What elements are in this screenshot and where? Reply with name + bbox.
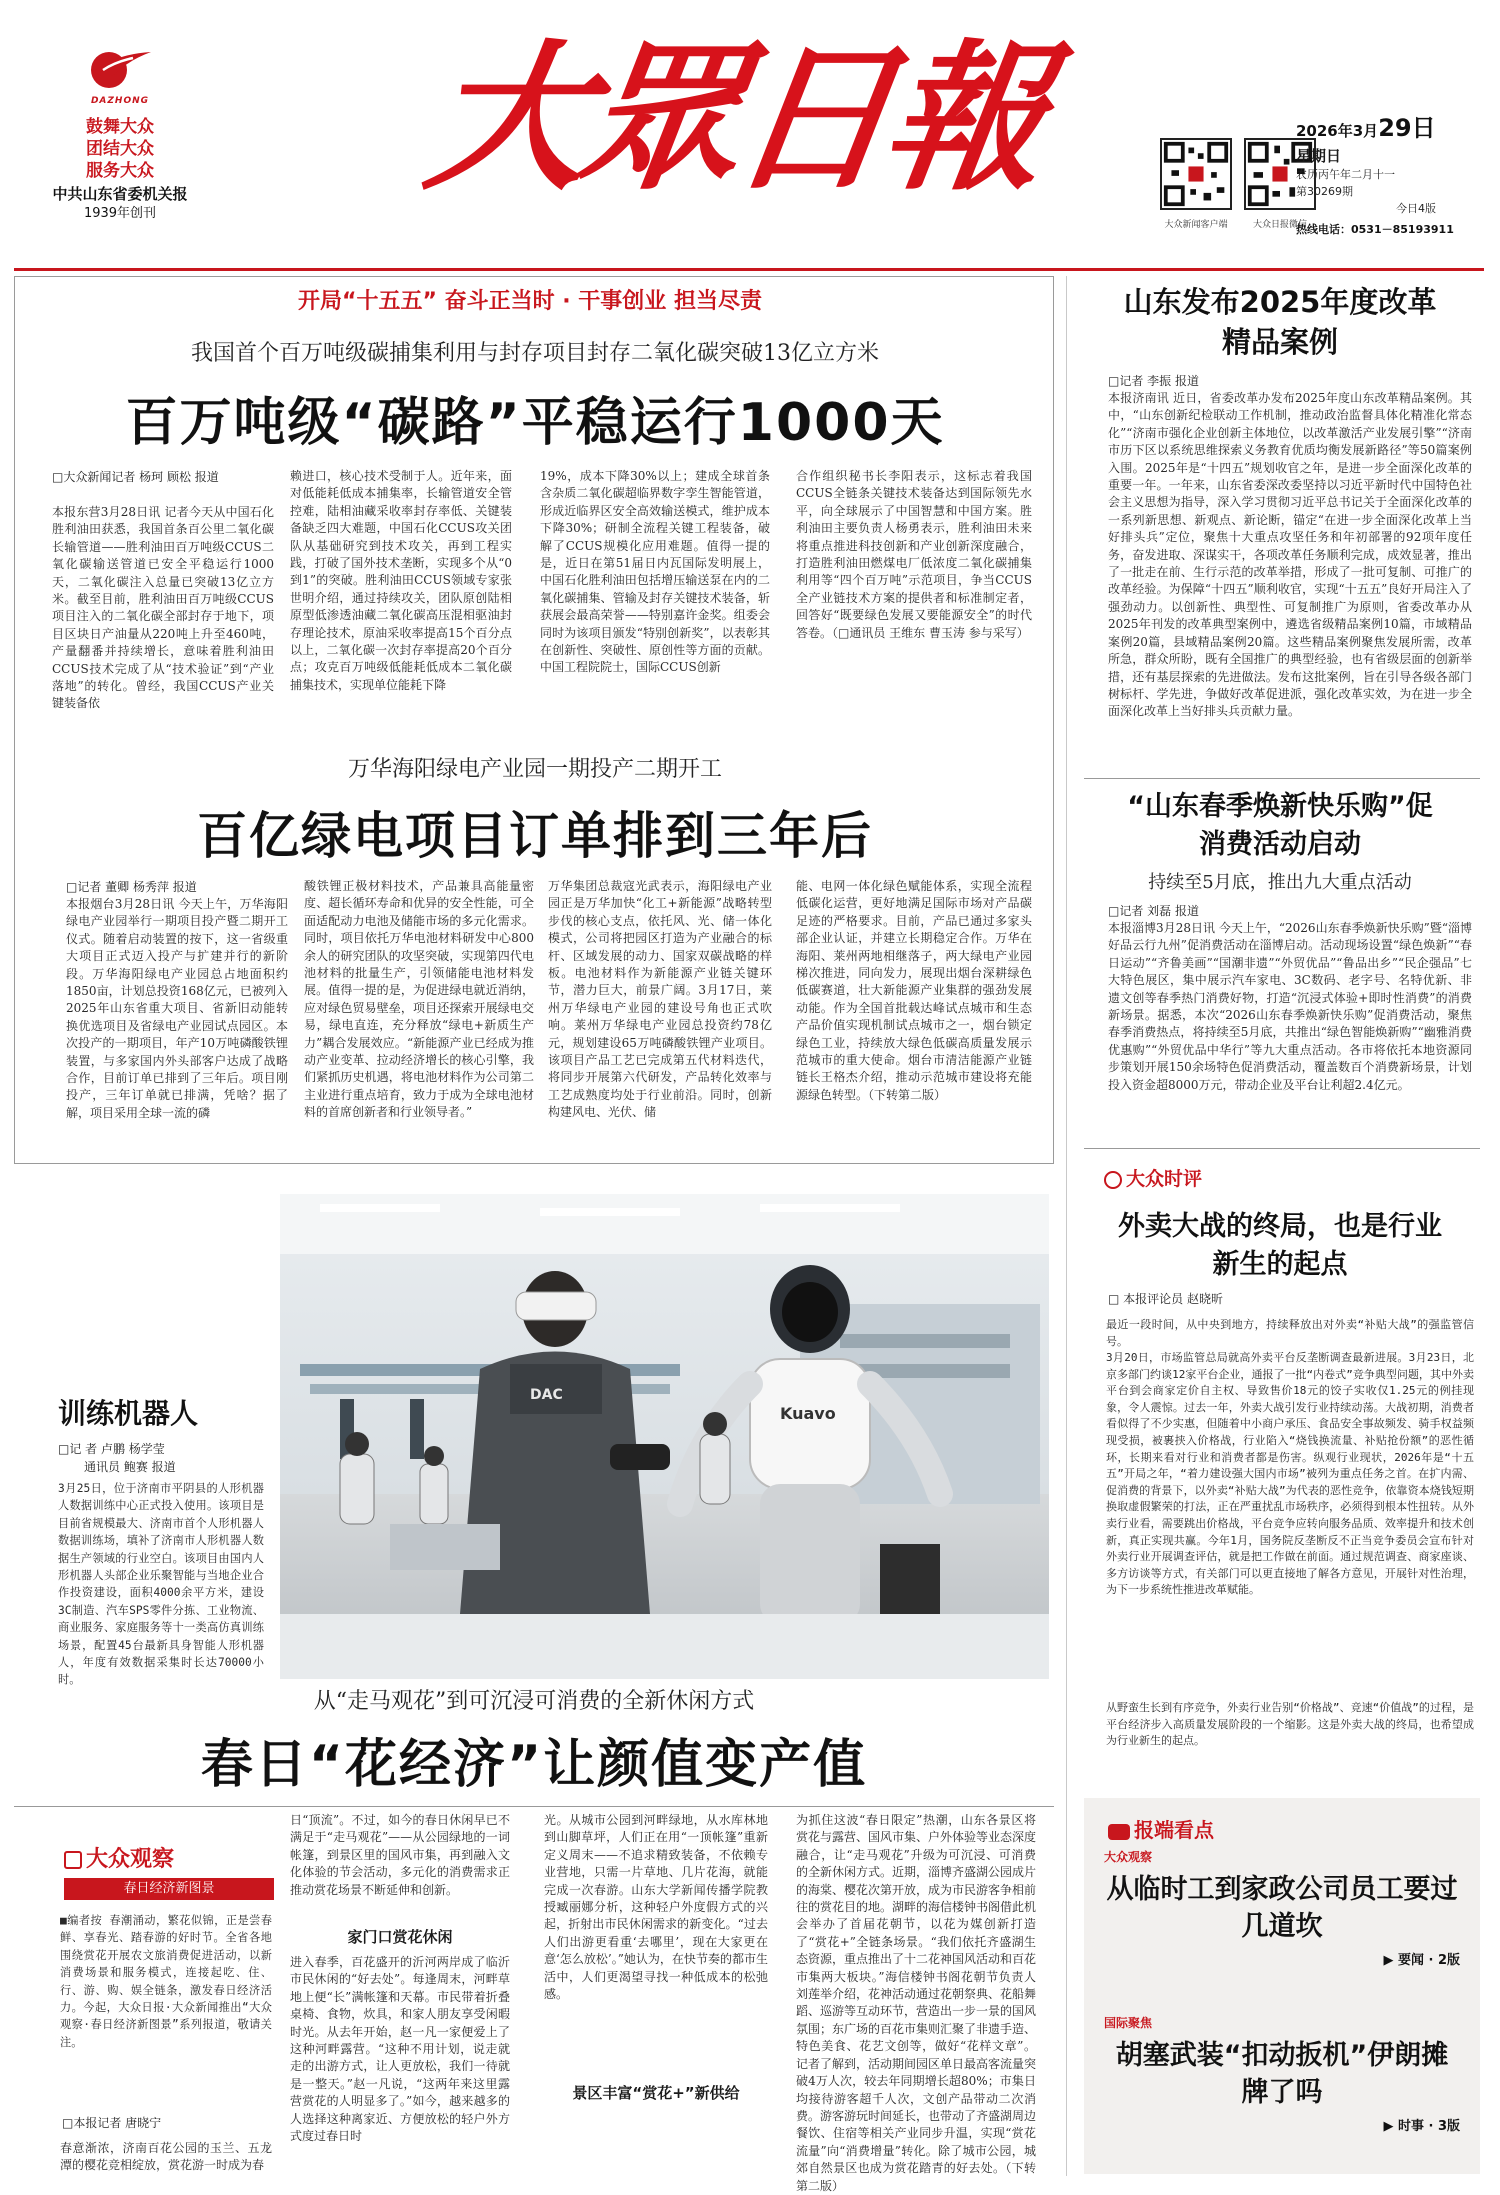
story2-col-4: 能、电网一体化绿色赋能体系，实现全流程低碳化运营，更好地满足国际市场对产品碳足迹的严格要求。目前，产品已通过多家头部企业认证，并建立长期稳定合作。万华在海阳、莱州两地相继落子，两大绿电产业园梯次推进，同向发力，展现出烟台深耕绿色低碳赛道，壮大新能源产业集群的强劲发展动能。作为全国首批载达峰试点城市和生态产品价值实现机制试点城市之一，烟台锁定绿色工业，持续放大绿色低碳高质量发展示范城市的重大使命。烟台市清洁能源产业链链长王格杰介绍，推动示范城市建设将充能源绿色转型。（下转第二版） bbox=[796, 879, 1032, 1102]
logo-english: DAZHONG bbox=[90, 96, 150, 106]
photo-mark-dac: DAC bbox=[530, 1387, 563, 1403]
date-day: 29日 bbox=[1378, 114, 1436, 142]
digest-logo-icon bbox=[1108, 1824, 1130, 1840]
reform-body: 本报济南讯 近日，省委改革办发布2025年度山东改革精品案例。其中，“山东创新纪检联动工作机制，推动政治监督具体化精准化常态化”“济南市强化企业创新主体地位，以改革激活产业发展引擎”“济南市历下区以系统思维探索义务教育优质均衡发展新路径”等50篇案例入围。2025年是“十四五”规划收官之年，是进一步全面深化改革的重要一年。一年来，山东省委深改委坚持以习近平新时代中国特色社会主义思想为指导，深入学习贯彻习近平总书记关于全面深化改革的一系列新思想、新观点、新论断，锚定“在进一步全面深化改革上当好排头兵”定位，聚焦十大重点攻坚任务和年初部署的92项年度任务，奋发进取、深谋实干，各项改革任务顺利完成，成效显著，推出了一批走在前、生行示范的改革举措，形成了一批可复制、可推广的改革经验。为保障“十四五”顺利收官，实现“十五五”良好开局注入了强劲动力。以创新性、典型性、可复制推广为原则，省委改革办从2025年刊发的改革典型案例中，遴选省级精品案例10篇，市域精品案例20篇，县域精品案例20篇。这些精品案例聚焦发展所需，改革所急，群众所盼，既有全国推广的典型经验，也有省级层面的创新举措，还有基层探索的先进做法。发布这批案例，旨在引导各级各部门树标杆、学先进，争做好改革促进派，强化改革实效，为在进一步全面深化改革上当好排头兵贡献力量。 bbox=[1108, 391, 1472, 719]
flower-section1: 家门口赏花休闲 bbox=[347, 1928, 453, 1946]
hotline: 热线电话：0531－85193911 bbox=[1296, 223, 1454, 236]
comment-body: 3月20日，市场监管总局就高外卖平台反垄断调查最新进展。3月23日，北京多部门约谈12家平台企业，通报了一批“内卷式”竞争典型问题，其中外卖平台到会商家定价自主权、导致售价18元的饺子实收仅1.25元的例挂现象，令人震惊。过去一年，外卖大战引发行业持续动荡。大战初期，消费者看似得了不少实惠，但随着中小商户承压、食品安全事故频发、骑手权益频现受损，被裹挟入价格战，行业陷入“烧钱换流量、补贴抢份额”的恶性循环，长期来看对行业和消费者都是伤害。纵观行业现状，2026年是“十五五”开局之年，“着力建设强大国内市场”被列为重点任务之首。在扩内需、促消费的背景下，以外卖“补贴大战”为代表的恶性竞争，依靠资本烧钱短期换取虚假繁荣的打法，正在严重扰乱市场秩序，必须得到根本性扭转。从外卖行业看，需要跳出价格战，平台竞争应转向服务品质、效率提升和技术创新，真正实现共赢。今年1月，国务院反垄断反不正当竞争委员会宣布针对外卖行业开展调查评估，就是把工作做在前面。通过规范调查、商家座谈、多方访谈等方式，有关部门可以更直接地了解各方意见，开展针对性治理，为下一步系统性推进改革赋能。 bbox=[1106, 1351, 1474, 1597]
flower-intro: 春意渐浓，济南百花公园的玉兰、五龙潭的樱花竞相绽放，赏花游一时成为春 bbox=[60, 2141, 272, 2173]
founded-label: 1939年创刊 bbox=[83, 206, 157, 221]
page-count: 今日4版 bbox=[1396, 202, 1436, 215]
flower-headline: 春日“花经济”让颜值变产值 bbox=[200, 1735, 868, 1795]
robot-body: 3月25日，位于济南市平阴县的人形机器人数据训练中心正式投入使用。该项目是目前省规模最大、济南市首个人形机器人数据训练场，填补了济南市人形机器人数据生产领域的行业空白。该项目由国内人形机器人头部企业乐聚智能与当地企业合作投资建设，面积4000余平方米，建设3C制造、汽车SPS零件分拣、工业物流、商业服务、家庭服务等十一类高仿真训练场景，配置45台最新具身智能人形机器人，年度有效数据采集时长达70000小时。 bbox=[58, 1482, 264, 1687]
lead-col-2: 赖进口，核心技术受制于人。近年来，面对低能耗低成本捕集率，长输管道安全管控难，陆相油藏采收率封存率低、关键装备缺乏四大难题，中国石化CCUS攻关团队从基础研究到技术攻关，再到工程实践，打破了国外技术垄断，实现多个从“0到1”的突破。胜利油田CCUS领域专家张世明介绍，通过持续攻关，团队原创陆相原型低渗透油藏二氧化碳高压混相驱油封存理论技术，原油采收率提高15个百分点以上，二氧化碳一次封存率提高20个百分点；攻克百万吨级低能耗低成本二氧化碳捕集技术，实现单位能耗下降 bbox=[290, 469, 512, 692]
slogan-2: 团结大众 bbox=[86, 139, 154, 159]
reform-headline: 山东发布2025年度改革精品案例 bbox=[1123, 285, 1437, 359]
robot-training-photo bbox=[280, 1194, 1049, 1679]
robot-photo-image bbox=[280, 1194, 1049, 1679]
spring-article bbox=[1078, 788, 1482, 1108]
lead-subhead: 我国首个百万吨级碳捕集利用与封存项目封存二氧化碳突破13亿立方米 bbox=[191, 341, 879, 366]
editor-note: ■编者按 春潮涌动，繁花似锦，正是尝春鲜、享春光、踏春游的好时节。全省各地围绕赏花开展农文旅消费促进活动，以新消费场景和服务模式，连接起吃、住、行、游、购、娱全链条，激发春日经济活力。今起，大众日报·大众新闻推出“大众观察·春日经济新图景”系列报道，敬请关注。 bbox=[60, 1914, 272, 2049]
robot-mark-kuavo: Kuavo bbox=[780, 1404, 836, 1423]
reform-byline: □记者 李振 报道 bbox=[1108, 374, 1199, 388]
spring-subhead: 持续至5月底，推出九大重点活动 bbox=[1148, 872, 1412, 893]
masthead-title-text: 大眾日報 bbox=[416, 24, 1052, 212]
story2-subhead: 万华海阳绿电产业园一期投产二期开工 bbox=[347, 757, 722, 782]
issue-number: 第30269期 bbox=[1296, 185, 1353, 198]
masthead-title bbox=[416, 18, 1120, 223]
reform-article bbox=[1078, 282, 1482, 758]
slogan-1: 鼓舞大众 bbox=[86, 117, 154, 137]
qr-code-icon bbox=[1160, 138, 1232, 210]
flower-subhead: 从“走马观花”到可沉浸可消费的全新休闲方式 bbox=[313, 1689, 755, 1714]
lead-headline: 百万吨级“碳路”平稳运行1000天 bbox=[125, 393, 945, 453]
comment-end: 从野蛮生长到有序竞争，外卖行业告别“价格战”、竞速“价值战”的过程，是平台经济步入高质量发展阶段的一个缩影。这是外卖大战的终局，也希望成为行业新生的起点。 bbox=[1106, 1701, 1474, 1748]
comment-lead: 最近一段时间，从中央到地方，持续释放出对外卖“补贴大战”的强监管信号。 bbox=[1106, 1318, 1474, 1349]
robot-title: 训练机器人 bbox=[58, 1397, 199, 1430]
digest-tag bbox=[1108, 1814, 1214, 1843]
observe-tag-text: 大众观察 bbox=[86, 1847, 175, 1872]
digest-item-1[interactable] bbox=[1104, 1848, 1460, 1968]
lead-col-3: 19%，成本下降30%以上；建成全球首条含杂质二氧化碳超临界数字孪生智能管道，形成近临界区安全高效输送模式，维护成本下降30%；研制全流程关键工程装备，破解了CCUS规模化应用难题。值得一提的是，近日在第51届日内瓦国际发明展上，中国石化胜利油田包括增压输送泵在内的二氧化碳捕集、管输及封存关键技术装备，斩获展会最高荣誉——特别嘉许金奖。组委会同时为该项目颁发“特别创新奖”，以表彰其在创新性、突破性、原创性等方面的贡献。中国工程院院士，国际CCUS创新 bbox=[540, 469, 770, 675]
qr-wechat-caption: 大众日报微信 bbox=[1252, 220, 1307, 230]
story2-col-1: 本报烟台3月28日讯 今天上午，万华海阳绿电产业园举行一期项目投产暨二期开工仪式。随着启动装置的按下，这一省级重大项目正式迈入投产与扩建并行的新阶段。万华海阳绿电产业园总占地面积约1850亩，计划总投资168亿元，已被列入2025年山东省重大项目、省新旧动能转换优选项目及省绿电产业园试点园区。本次投产的一期项目，年产10万吨磷酸铁锂装置，与多家国内外头部客户达成了战略合作，目前订单已排到了三年后。项目刚投产，三年订单就已排满，凭啥？据了解，项目采用全球一流的磷 bbox=[66, 897, 288, 1120]
masthead-left bbox=[30, 44, 210, 223]
digest-box bbox=[1084, 1798, 1480, 2174]
dazhong-logo-icon bbox=[85, 44, 155, 92]
lunar-date: 农历丙午年二月十一 bbox=[1296, 168, 1395, 181]
flower-rule bbox=[14, 1806, 1054, 1807]
comment-tag bbox=[1104, 1164, 1202, 1191]
comment-tag-text: 大众时评 bbox=[1126, 1168, 1203, 1190]
digest-item-tag: 大众观察 bbox=[1104, 1850, 1153, 1864]
flower-col-1a: 日“顶流”。不过，如今的春日休闲早已不满足于“走马观花”——从公园绿地的一词帐篷，到景区里的国风市集，再到融入文化体验的节会活动，多元化的消费需求正推动赏花场景不断延伸和创新。 bbox=[290, 1813, 510, 1897]
date-prefix: 2026年3月 bbox=[1296, 122, 1379, 140]
digest-item-headline: 从临时工到家政公司员工要过几道坎 bbox=[1106, 1874, 1458, 1942]
comment-article bbox=[1078, 1208, 1482, 1750]
qr-app bbox=[1156, 138, 1236, 230]
lead-col-1: 本报东营3月28日讯 记者今天从中国石化胜利油田获悉，我国首条百公里二氧化碳长输管道——胜利油田百万吨级CCUS二氧化碳输送管道已安全平稳运行1000天，二氧化碳注入总量已突破13亿立方米。截至目前，胜利油田百万吨级CCUS项目注入的二氧化碳全部封存于地下，项目区块日产油量从220吨上升至460吨，产量翻番并持续增长，意味着胜利油田CCUS技术完成了从“技术验证”到“产业落地”的转化。曾经，我国CCUS产业关键装备依 bbox=[52, 505, 274, 711]
digest-tag-text: 报端看点 bbox=[1134, 1818, 1214, 1842]
issue-date bbox=[1296, 108, 1476, 143]
flower-section2: 景区丰富“赏花+”新供给 bbox=[544, 2082, 768, 2103]
masthead-date bbox=[1296, 108, 1476, 237]
observe-subtag: 春日经济新图景 bbox=[64, 1878, 274, 1900]
weekday: 星期日 bbox=[1296, 147, 1342, 165]
flower-col-3: 为抓住这波“春日限定”热潮，山东各景区将赏花与露营、国风市集、户外体验等业态深度融合，让“走马观花”升级为可沉浸、可消费的全新休闲方式。近期，淄博齐盛湖公园成片的海棠、樱花次第开放，成为市民游客争相前往的赏花目的地。湖畔的海信楼钟书阁借此机会举办了首届花朝节，以花为媒创新打造了“赏花+”全链条场景。“我们依托齐盛湖生态资源，重点推出了十二花神国风活动和百花市集两大板块。”海信楼钟书阁花朝节负责人刘莲举介绍，花神活动通过花朝祭典、花船舞蹈、巡游等互动环节，营造出一步一景的国风氛围；东广场的百花市集则汇聚了非遗手造、特色美食、花艺文创等，做好“花样文章”。记者了解到，活动期间园区单日最高客流量突破4万人次，较去年同期增长超80%；市集日均接待游客超千人次，文创产品带动二次消费。游客游玩时间延长，也带动了齐盛湖周边餐饮、住宿等相关产业同步升温，实现“赏花流量”向“消费增量”转化。除了城市公园，城郊自然景区也成为赏花踏青的好去处。（下转第二版） bbox=[796, 1813, 1037, 2193]
story2-headline: 百亿绿电项目订单排到三年后 bbox=[197, 807, 873, 865]
observe-tag bbox=[64, 1842, 174, 1873]
digest-item-tag: 国际聚焦 bbox=[1104, 2016, 1153, 2030]
right-column-divider bbox=[1066, 276, 1067, 2176]
spring-body: 本报淄博3月28日讯 今天上午，“2026山东春季焕新快乐购”暨“淄博好品云行九州”促消费活动在淄博启动。活动现场设置“绿色焕新”“春日运动”“齐鲁美画”“国潮非遗”“外贸优品”“鲁品出乡”“民企强品”七大特色展区，集中展示汽车家电、3C数码、老字号、名特优新、非遗文创等春季热门消费好物，打造“沉浸式体验+即时性消费”的消费新场景。据悉，本次“2026山东春季焕新快乐购”促消费活动，聚焦春季消费热点，将持续至5月底，共推出“绿色智能焕新购”“幽雅消费优惠购”“外贸优品中华行”等九大重点活动。各市将依托本地资源同步策划开展150余场特色促消费活动，覆盖数百个消费新场景，计划投入资金超8000万元，带动企业及平台让利超2.4亿元。 bbox=[1108, 921, 1472, 1092]
right-rule-1 bbox=[1084, 778, 1480, 779]
digest-item-2[interactable] bbox=[1104, 2014, 1460, 2134]
lead-byline: □大众新闻记者 杨珂 顾松 报道 bbox=[52, 470, 219, 484]
header-rule bbox=[14, 268, 1484, 271]
digest-item-ref: ▶ 要闻 · 2版 bbox=[1383, 1953, 1460, 1968]
clock-icon bbox=[1104, 1171, 1122, 1189]
lead-col-4: 合作组织秘书长李阳表示，这标志着我国CCUS全链条关键技术装备达到国际领先水平，向全球展示了中国智慧和中国方案。胜利油田主要负责人杨勇表示，胜利油田未来将重点推进科技创新和产业创新深度融合，打造胜利油田燃煤电厂低浓度二氧化碳捕集利用等“四个百万吨”示范项目，争当CCUS全产业链技术方案的提供者和标准制定者，回答好“既要绿色发展又要能源安全”的时代答卷。（□通讯员 王维东 曹玉涛 参与采写） bbox=[796, 469, 1032, 640]
flower-byline: □本报记者 唐晓宁 bbox=[62, 2116, 162, 2130]
observe-icon bbox=[64, 1851, 82, 1869]
story2-col-3: 万华集团总裁寇光武表示，海阳绿电产业园正是万华加快“化工+新能源”战略转型步伐的核心支点，依托风、光、储一体化模式，公司将把园区打造为产业融合的标杆、区域发展的动力、国家双碳战略的样板。电池材料作为新能源产业链关键环节，潜力巨大，前景广阔。3月17日，莱州万华绿电产业园的建设号角也正式吹响。莱州万华绿电产业园总投资约78亿元，规划建设65万吨磷酸铁锂产业项目。该项目产品工艺已完成第五代材料迭代，将同步开展第六代研发，产品转化效率与工艺成熟度均处于行业前沿。同时，创新构建风电、光伏、储 bbox=[548, 879, 772, 1120]
flower-col-1b: 进入春季，百花盛开的沂河两岸成了临沂市民休闲的“好去处”。每逢周末，河畔草地上便“长”满帐篷和天幕。市民带着折叠桌椅、食物，炊具，和家人朋友享受闲暇时光。从去年开始，赵一凡一家便爱上了这种河畔露营。“这种不用计划，说走就走的出游方式，让人更放松，我们一待就是一整天。”赵一凡说，“这两年来这里露营赏花的人明显多了。”如今，越来越多的人选择这种离家近、方便放松的轻户外方式度过春日时 bbox=[290, 1955, 510, 2144]
right-rule-2 bbox=[1084, 1148, 1480, 1149]
digest-item-headline: 胡塞武装“扣动扳机”伊朗摊牌了吗 bbox=[1115, 2040, 1449, 2108]
comment-headline: 外卖大战的终局，也是行业新生的起点 bbox=[1118, 1211, 1442, 1280]
story2-col-2: 酸铁锂正极材料技术，产品兼具高能量密度、超长循环寿命和优异的安全性能，可全面适配动力电池及储能市场的多元化需求。同时，项目依托万华电池材料研发中心800余人的研究团队的攻坚突破，实现第四代电池材料的批量生产，引领储能电池材料发展。值得一提的是，为促进绿电就近消纳，应对绿色贸易壁垒，项目还探索开展绿电交易，绿电直连，充分释放“绿电+新质生产力”耦合发展效应。“新能源产业已经成为推动产业变革、拉动经济增长的核心引擎，我们紧抓历史机遇，将电池材料作为公司第二主业进行重点培育，致力于成为全球电池材料的首席创新者和行业领导者。” bbox=[304, 879, 534, 1120]
qr-app-caption: 大众新闻客户端 bbox=[1164, 220, 1228, 230]
org-label: 中共山东省委机关报 bbox=[52, 185, 188, 203]
robot-byline-2: 通讯员 鲍赛 报道 bbox=[84, 1460, 176, 1474]
digest-item-ref: ▶ 时事 · 3版 bbox=[1383, 2119, 1460, 2134]
comment-byline: □ 本报评论员 赵晓昕 bbox=[1108, 1292, 1223, 1306]
robot-byline-1: □记 者 卢鹏 杨学莹 bbox=[58, 1442, 165, 1456]
spring-headline: “山东春季焕新快乐购”促消费活动启动 bbox=[1127, 791, 1433, 860]
lead-kicker: 开局“十五五” 奋斗正当时 · 干事创业 担当尽责 bbox=[298, 289, 762, 314]
spring-byline: □记者 刘磊 报道 bbox=[1108, 904, 1199, 918]
story2-byline: □记者 董卿 杨秀萍 报道 bbox=[66, 880, 197, 894]
flower-col-2: 光。从城市公园到河畔绿地，从水库林地到山脚草坪，人们正在用“一顶帐篷”重新定义周末——不追求精致装备，不依赖专业营地，只需一片草地、几片花海，就能完成一次春游。山东大学新闻传播学院教授臧丽娜分析，这种轻户外度假方式的兴起，折射出市民休闲需求的新变化。“过去人们出游更看重‘去哪里’，现在大家更在意‘怎么放松’。”她认为，在快节奏的都市生活中，人们更渴望寻找一种低成本的松弛感。 bbox=[544, 1813, 768, 2002]
slogan-3: 服务大众 bbox=[86, 161, 154, 181]
